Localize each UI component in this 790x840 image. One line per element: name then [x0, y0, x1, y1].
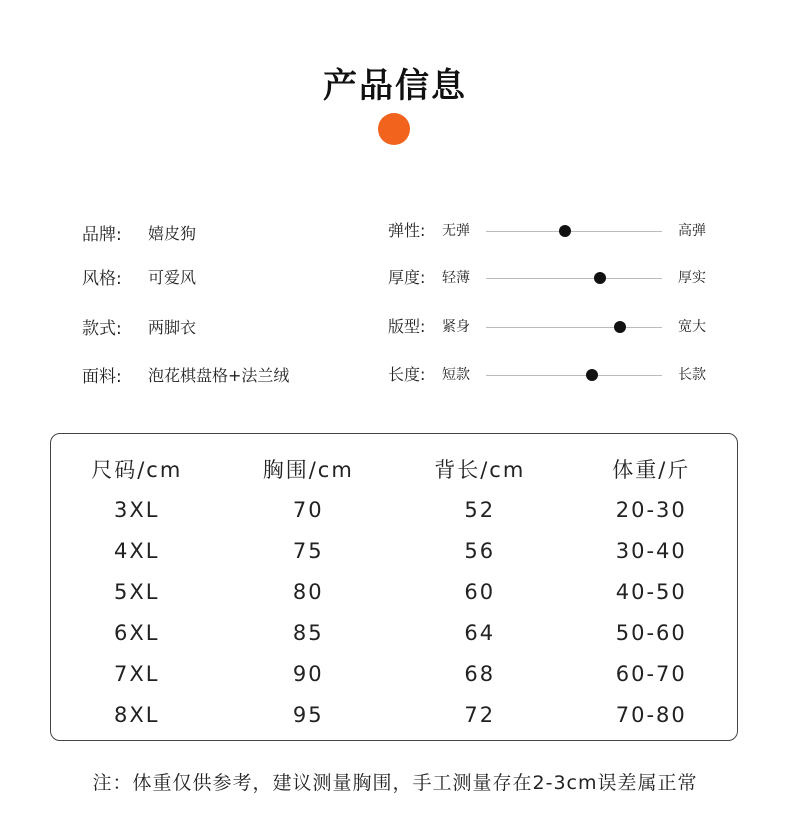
table-cell: 60 — [464, 579, 496, 604]
table-cell: 90 — [292, 661, 324, 686]
info-key: 风格: — [82, 268, 122, 289]
scale-label: 厚度: — [388, 268, 426, 287]
scale-elasticity — [388, 219, 718, 243]
table-cell: 50-60 — [615, 620, 687, 645]
table-cell: 70 — [292, 497, 324, 522]
table-cell: 85 — [292, 620, 324, 645]
table-cell: 64 — [464, 620, 496, 645]
scale-min-label: 无弹 — [442, 223, 470, 239]
table-cell: 95 — [292, 702, 324, 727]
size-table — [50, 433, 738, 741]
scale-indicator — [559, 225, 571, 237]
table-header-cell: 体重/斤 — [612, 457, 691, 482]
scale-indicator — [586, 369, 598, 381]
page-title: 产品信息 — [323, 66, 467, 106]
table-row — [51, 571, 737, 612]
table-cell: 5XL — [114, 579, 160, 604]
table-header-row — [51, 448, 737, 489]
table-cell: 4XL — [114, 538, 160, 563]
info-key: 品牌: — [82, 224, 122, 245]
table-cell: 60-70 — [615, 661, 687, 686]
table-cell: 80 — [292, 579, 324, 604]
table-cell: 70-80 — [615, 702, 687, 727]
table-cell: 75 — [292, 538, 324, 563]
scale-min-label: 轻薄 — [442, 270, 470, 286]
scale-indicator — [614, 321, 626, 333]
scale-max-label: 厚实 — [678, 270, 706, 286]
scale-track — [486, 375, 662, 376]
table-row — [51, 612, 737, 653]
info-key: 款式: — [82, 318, 122, 339]
table-cell: 40-50 — [615, 579, 687, 604]
table-cell: 30-40 — [615, 538, 687, 563]
scale-label: 长度: — [388, 365, 426, 384]
table-cell: 7XL — [114, 661, 160, 686]
scale-min-label: 紧身 — [442, 319, 470, 335]
scale-thickness — [388, 266, 718, 290]
scale-min-label: 短款 — [442, 367, 470, 383]
table-cell: 20-30 — [615, 497, 687, 522]
scale-label: 弹性: — [388, 221, 426, 240]
accent-dot — [378, 113, 410, 145]
table-row — [51, 694, 737, 735]
table-header-cell: 背长/cm — [434, 457, 526, 482]
table-cell: 3XL — [114, 497, 160, 522]
table-header-cell: 尺码/cm — [91, 457, 183, 482]
table-row — [51, 653, 737, 694]
info-row-fabric — [82, 362, 289, 386]
table-header-cell: 胸围/cm — [262, 457, 354, 482]
info-value: 可爱风 — [148, 267, 197, 287]
info-value: 嬉皮狗 — [148, 223, 197, 243]
scale-max-label: 长款 — [678, 367, 706, 383]
scale-fit — [388, 315, 718, 339]
table-cell: 68 — [464, 661, 496, 686]
measurement-note: 注：体重仅供参考，建议测量胸围，手工测量存在2-3cm误差属正常 — [92, 772, 698, 794]
table-cell: 52 — [464, 497, 496, 522]
scale-indicator — [594, 272, 606, 284]
scale-max-label: 宽大 — [678, 319, 706, 335]
table-cell: 6XL — [114, 620, 160, 645]
table-cell: 56 — [464, 538, 496, 563]
info-row-type — [82, 314, 196, 338]
scale-label: 版型: — [388, 317, 426, 336]
table-cell: 8XL — [114, 702, 160, 727]
table-row — [51, 530, 737, 571]
scale-track — [486, 278, 662, 279]
scale-max-label: 高弹 — [678, 223, 706, 239]
info-row-brand — [82, 220, 196, 244]
table-row — [51, 489, 737, 530]
scale-track — [486, 231, 662, 232]
scale-length — [388, 363, 718, 387]
info-value: 两脚衣 — [148, 317, 197, 337]
scale-track — [486, 327, 662, 328]
info-key: 面料: — [82, 366, 122, 387]
info-row-style — [82, 264, 196, 288]
info-value: 泡花棋盘格+法兰绒 — [148, 365, 290, 385]
table-cell: 72 — [464, 702, 496, 727]
